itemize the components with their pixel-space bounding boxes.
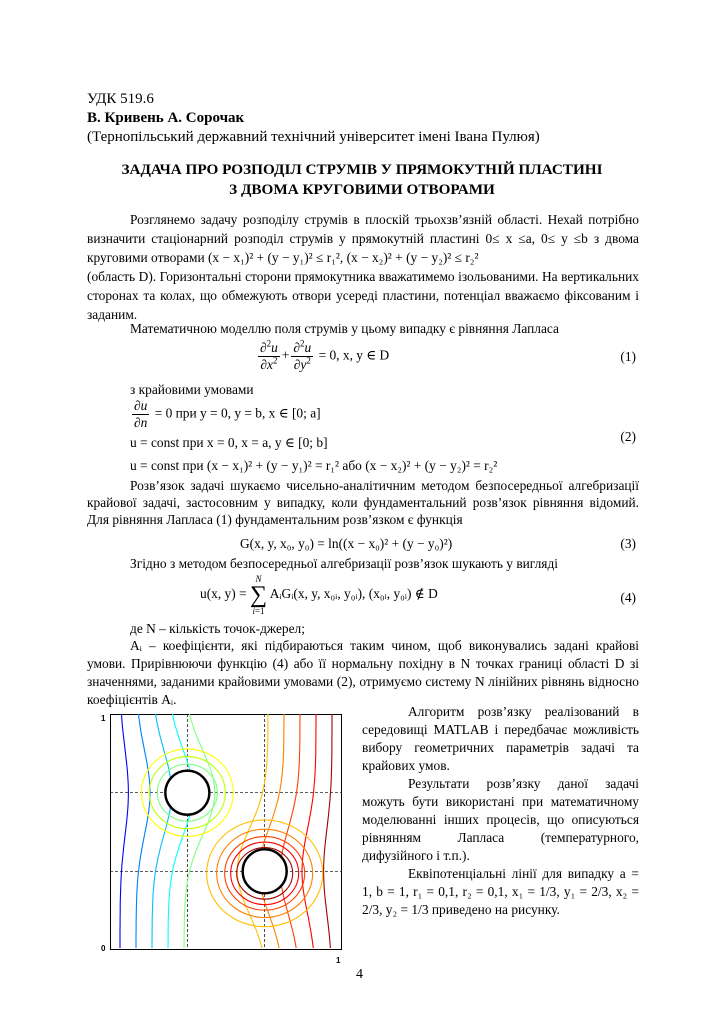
hole-circle-1 xyxy=(165,771,209,815)
n-definition: де N – кількість точок-джерел; xyxy=(130,621,305,636)
equation-1-number: (1) xyxy=(620,349,636,364)
du-dn-fraction: $\frac{\partial u}{\partial n}$ xyxy=(134,398,148,430)
intro-text: Розглянемо задачу розподілу струмів в плоскій трьохзв’язній області. Нехай потрібно визначити стаціонарний розподіл струмів у прямокутній пластині 0≤ x ≤a, 0≤ y ≤b з двома круговими отворами (x − x₁)² + (y − y₁)² ≤ r₁², (x − x₂)² + (y − y₂)² ≤ r₂² xyxy=(87,212,639,265)
paper-title-line1: ЗАДАЧА ПРО РОЗПОДІЛ СТРУМІВ У ПРЯМОКУТНІЙ ПЛАСТИНІ xyxy=(121,161,603,178)
method-paragraph: Розв’язок задачі шукаємо чисельно-аналітичним методом безпосередньої алгебризації крайової задачі, застосовним у випадку, коли фундаментальний розв’язок рівняння відомий. Для рівняння Лапласа (1) фундаментальним розв’язком є функція xyxy=(87,478,639,527)
d2u-dy2-fraction: $\frac{\partial^2u}{\partial y^2}$ xyxy=(293,338,312,372)
y-axis-tick-top: 1 xyxy=(101,714,106,723)
right-column-p2: Результати розв’язку даної задачі можуть бути використані при математичному моделюванні інших процесів, що описуються рівнянням Лапласа (температурного, дифузійного і т.п.). xyxy=(362,776,639,863)
model-paragraph: Математичною моделлю поля струмів у цьому випадку є рівняння Лапласа xyxy=(130,321,559,336)
authors: В. Кривень А. Сорочак xyxy=(87,110,245,126)
x-axis-tick-right: 1 xyxy=(336,956,341,965)
intro-text-cont: (область D). Горизонтальні сторони прямокутника вважатимемо ізольованими. На вертикальних сторонах та колах, що обмежують отвори усереді пластини, потенціал вважаємо фіксованим і заданим. xyxy=(87,269,639,322)
equation-1: $\frac{\partial^2u}{\partial x^2}$ + $\frac{\partial^2u}{\partial y^2}$ = 0, x, y ∈ D xyxy=(260,338,390,372)
boundary-condition-1 xyxy=(130,398,321,431)
equation-4-left: u(x, y) = xyxy=(200,586,247,602)
equation-1-tail: = 0, x, y ∈ D xyxy=(318,347,390,363)
equation-3: G(x, y, x₀, y₀) = ln((x − x₀)² + (y − y₀)²) xyxy=(240,536,453,551)
y-axis-tick-bottom: 0 xyxy=(101,944,106,953)
right-column xyxy=(362,703,639,919)
page-number: 4 xyxy=(356,967,363,982)
right-column-p1: Алгоритм розв’язку реалізований в середовищі MATLAB і передбачає можливість вибору геометричних параметрів задачі та крайових умов. xyxy=(362,704,639,773)
coefficients-paragraph: Aᵢ – коефіцієнти, які підбираються таким чином, щоб виконувались задані крайові умови. Прирівнюючи функцію (4) або її нормальну похідну в N точках границі області D зі значеннями, заданими крайовими умовами (2), отримуємо систему N лінійних рівнянь відносно коефіцієнтів Aᵢ. xyxy=(87,638,639,707)
equipotential-figure xyxy=(100,706,350,965)
equation-4 xyxy=(200,574,438,616)
udc-code: УДК 519.6 xyxy=(87,91,154,107)
intro-paragraph xyxy=(87,210,639,324)
solution-form-paragraph: Згідно з методом безпосередньої алгебризації розв’язок шукають у вигляді xyxy=(130,556,558,571)
d2u-dx2-fraction: $\frac{\partial^2u}{\partial x^2}$ xyxy=(260,338,278,372)
bc1-tail: = 0 при y = 0, y = b, x ∈ [0; a] xyxy=(154,405,321,421)
right-column-p3: Еквіпотенціальні лінії для випадку a = 1, b = 1, r₁ = 0,1, r₂ = 0,1, x₁ = 1/3, y₁ = 2/3, x₂ = 2/3, y₂ = 1/3 приведено на рисунку. xyxy=(362,866,639,917)
contour-plot xyxy=(110,714,342,950)
boundary-condition-3: u = const при (x − x₁)² + (y − y₁)² = r₁² або (x − x₂)² + (y − y₂)² = r₂² xyxy=(130,458,498,473)
equation-2-number: (2) xyxy=(620,429,636,444)
affiliation: (Тернопільський державний технічний університет імені Івана Пулюя) xyxy=(87,129,540,145)
bc-intro: з крайовими умовами xyxy=(130,382,254,397)
equation-4-number: (4) xyxy=(620,590,636,605)
equation-3-number: (3) xyxy=(620,536,636,551)
equation-4-right: AᵢGᵢ(x, y, x₀ᵢ, y₀ᵢ), (x₀ᵢ, y₀ᵢ) ∉ D xyxy=(269,586,438,602)
paper-title-line2: З ДВОМА КРУГОВИМИ ОТВОРАМИ xyxy=(229,181,495,198)
boundary-condition-2: u = const при x = 0, x = a, y ∈ [0; b] xyxy=(130,435,328,450)
hole-circle-2 xyxy=(243,849,287,893)
sum-sigma: N ∑ i=1 xyxy=(249,574,268,616)
